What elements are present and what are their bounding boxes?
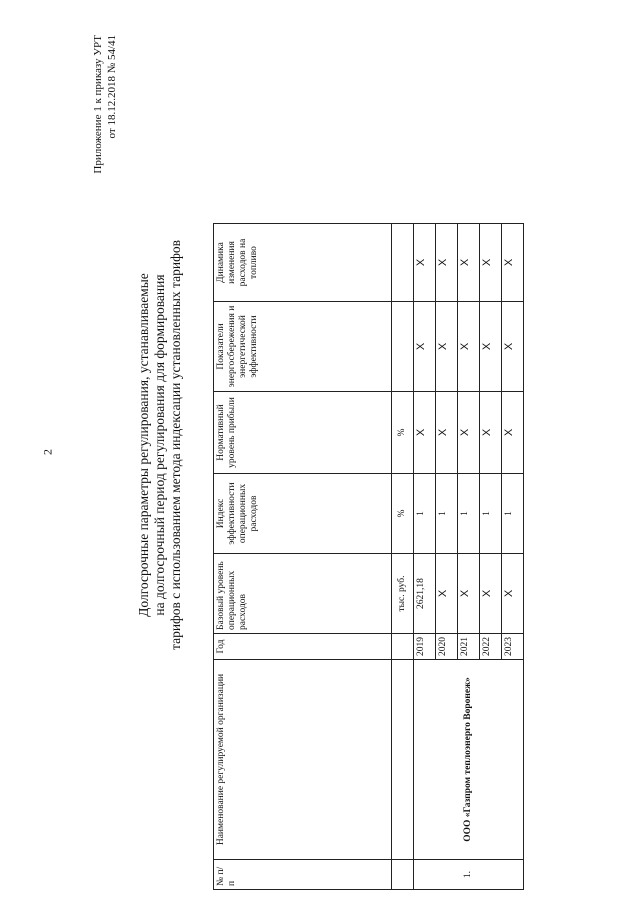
units-empty-energy [392,302,414,392]
organization-name: ООО «Газпром теплоэнерго Воронеж» [414,660,524,860]
profit-level-cell: X [502,392,524,474]
row-number: 1. [414,860,524,890]
year-cell: 2021 [458,634,480,660]
units-empty-num [392,860,414,890]
profit-level-cell: X [480,392,502,474]
header-energy-efficiency: Показатели энергосбережения и энергетической эффективности [214,302,392,392]
energy-efficiency-cell: X [458,302,480,392]
efficiency-index-cell: 1 [502,474,524,554]
unit-base-opex: тыс. руб. [392,554,414,634]
header-base-opex: Базовый уровень операционных расходов [214,554,392,634]
parameters-table-wrapper [213,224,523,890]
fuel-dynamics-cell: X [458,224,480,302]
fuel-dynamics-cell: X [414,224,436,302]
energy-efficiency-cell: X [414,302,436,392]
energy-efficiency-cell: X [436,302,458,392]
efficiency-index-cell: 1 [458,474,480,554]
heading-line-3: тарифов с использованием метода индексации установленных тарифов [168,240,183,650]
base-opex-cell: 2621,18 [414,554,436,634]
header-efficiency-index: Индекс эффективности операционных расходов [214,474,392,554]
units-empty-year [392,634,414,660]
unit-profit-level: % [392,392,414,474]
table-row [414,224,436,890]
table-units-row [392,224,414,890]
efficiency-index-cell: 1 [436,474,458,554]
header-profit-level: Нормативный уровень прибыли [214,392,392,474]
header-organization: Наименование регулируемой организации [214,660,392,860]
document-heading [136,215,184,675]
appendix-note [91,35,119,215]
year-cell: 2022 [480,634,502,660]
energy-efficiency-cell: X [502,302,524,392]
base-opex-cell: X [458,554,480,634]
header-fuel-dynamics: Динамика изменения расходов на топливо [214,224,392,302]
heading-line-2: на долгосрочный период регулирования для формирования [152,274,167,616]
appendix-line-2: от 18.12.2018 № 54/41 [106,35,118,139]
unit-efficiency-index: % [392,474,414,554]
header-num: № п/п [214,860,392,890]
parameters-table [213,223,524,890]
profit-level-cell: X [458,392,480,474]
fuel-dynamics-cell: X [502,224,524,302]
year-cell: 2020 [436,634,458,660]
units-empty-org [392,660,414,860]
year-cell: 2019 [414,634,436,660]
header-year: Год [214,634,392,660]
efficiency-index-cell: 1 [480,474,502,554]
table-header-row [214,224,392,890]
base-opex-cell: X [502,554,524,634]
fuel-dynamics-cell: X [436,224,458,302]
efficiency-index-cell: 1 [414,474,436,554]
units-empty-fuel [392,224,414,302]
page-number: 2 [40,449,55,455]
appendix-line-1: Приложение 1 к приказу УРТ [92,35,104,174]
energy-efficiency-cell: X [480,302,502,392]
year-cell: 2023 [502,634,524,660]
base-opex-cell: X [480,554,502,634]
base-opex-cell: X [436,554,458,634]
profit-level-cell: X [436,392,458,474]
heading-line-1: Долгосрочные параметры регулирования, устанавливаемые [136,273,151,617]
profit-level-cell: X [414,392,436,474]
fuel-dynamics-cell: X [480,224,502,302]
